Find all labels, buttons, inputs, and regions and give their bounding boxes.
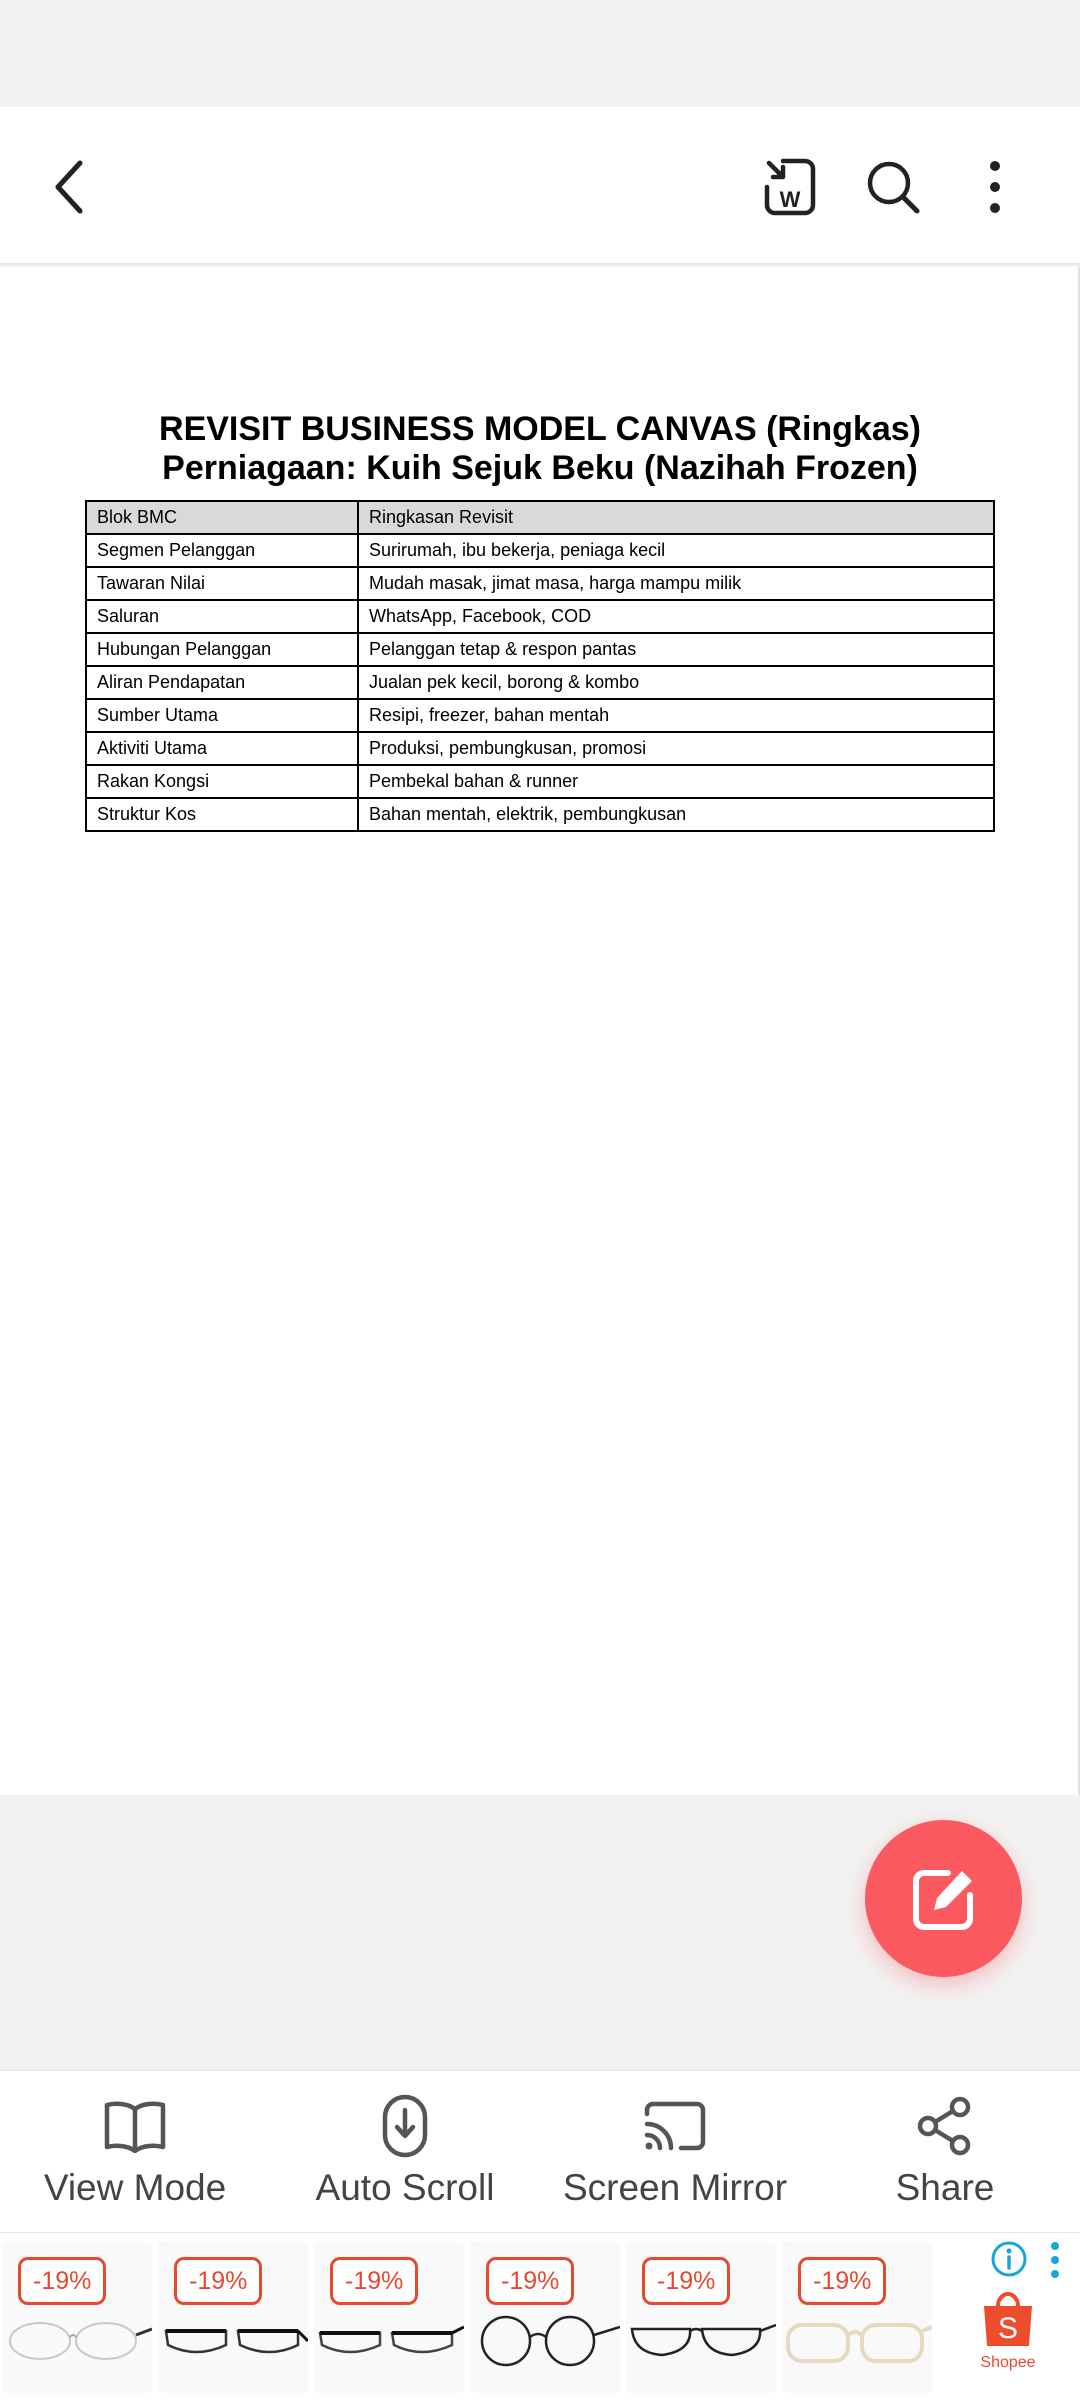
ad-product-tile[interactable] [470, 2241, 620, 2393]
half-rim-glasses-image [314, 2301, 464, 2381]
table-cell: Saluran [86, 600, 358, 633]
table-row [86, 765, 994, 798]
ad-product-tile[interactable] [314, 2241, 464, 2393]
table-cell: Hubungan Pelanggan [86, 633, 358, 666]
svg-text:S: S [997, 2312, 1019, 2345]
document-subtitle: Perniagaan: Kuih Sejuk Beku (Nazihah Frozen) [162, 449, 918, 487]
cast-icon [640, 2093, 710, 2159]
table-row [86, 567, 994, 600]
bottom-toolbar [0, 2070, 1080, 2232]
auto-scroll-label: Auto Scroll [315, 2167, 495, 2208]
ad-product-tile[interactable] [782, 2241, 932, 2393]
discount-badge: -19% [174, 2257, 262, 2305]
column-header: Ringkasan Revisit [358, 501, 994, 534]
table-cell: Struktur Kos [86, 798, 358, 831]
column-header: Blok BMC [86, 501, 358, 534]
edit-icon [910, 1865, 978, 1933]
table-cell: Resipi, freezer, bahan mentah [358, 699, 994, 732]
document-title: REVISIT BUSINESS MODEL CANVAS (Ringkas) [159, 410, 921, 448]
ad-more-icon[interactable] [1042, 2240, 1068, 2280]
table-cell: Sumber Utama [86, 699, 358, 732]
table-row [86, 699, 994, 732]
shopee-logo[interactable] [965, 2290, 1051, 2372]
share-label: Share [895, 2167, 995, 2208]
brand-label: Shopee [980, 2354, 1036, 2371]
search-icon [865, 159, 921, 215]
table-cell: Produksi, pembungkusan, promosi [358, 732, 994, 765]
svg-text:W: W [779, 187, 801, 212]
table-row [86, 534, 994, 567]
table-cell: Pembekal bahan & runner [358, 765, 994, 798]
discount-badge: -19% [330, 2257, 418, 2305]
search-button[interactable] [853, 147, 933, 227]
table-row [86, 666, 994, 699]
convert-to-word-button[interactable] [750, 147, 830, 227]
view-mode-button[interactable] [0, 2071, 270, 2232]
discount-badge: -19% [486, 2257, 574, 2305]
more-options-button[interactable] [955, 147, 1035, 227]
ad-product-tile[interactable] [158, 2241, 308, 2393]
table-row [86, 732, 994, 765]
shopee-bag-icon [980, 2290, 1036, 2350]
discount-badge: -19% [798, 2257, 886, 2305]
bmc-table [85, 500, 995, 832]
auto-scroll-button[interactable] [270, 2071, 540, 2232]
table-cell: Aktiviti Utama [86, 732, 358, 765]
share-button[interactable] [810, 2071, 1080, 2232]
table-row [86, 633, 994, 666]
table-cell: Mudah masak, jimat masa, harga mampu milik [358, 567, 994, 600]
screen-mirror-label: Screen Mirror [562, 2167, 788, 2208]
chevron-left-icon [50, 159, 90, 215]
table-cell: Surirumah, ibu bekerja, peniaga kecil [358, 534, 994, 567]
table-cell: Pelanggan tetap & respon pantas [358, 633, 994, 666]
share-icon [910, 2093, 980, 2159]
ad-banner [0, 2232, 1080, 2400]
ad-product-tile[interactable] [2, 2241, 152, 2393]
table-header-row [86, 501, 994, 534]
discount-badge: -19% [18, 2257, 106, 2305]
table-cell: Aliran Pendapatan [86, 666, 358, 699]
book-icon [100, 2093, 170, 2159]
app-bar [0, 107, 1080, 265]
table-row [86, 798, 994, 831]
table-cell: Bahan mentah, elektrik, pembungkusan [358, 798, 994, 831]
table-row [86, 600, 994, 633]
document-page[interactable] [0, 267, 1080, 1795]
clear-frame-glasses-image [782, 2301, 932, 2381]
status-bar [0, 0, 1080, 107]
back-button[interactable] [30, 147, 110, 227]
table-cell: Tawaran Nilai [86, 567, 358, 600]
word-convert-icon [763, 157, 817, 217]
round-glasses-image [470, 2301, 620, 2381]
auto-scroll-icon [370, 2093, 440, 2159]
ad-product-tile[interactable] [626, 2241, 776, 2393]
table-cell: Rakan Kongsi [86, 765, 358, 798]
ad-info-icon[interactable] [990, 2240, 1028, 2278]
rimless-glasses-image [2, 2301, 152, 2381]
edit-fab-button[interactable] [865, 1820, 1022, 1977]
wire-glasses-image [626, 2301, 776, 2381]
discount-badge: -19% [642, 2257, 730, 2305]
more-vertical-icon [988, 160, 1002, 214]
table-cell: WhatsApp, Facebook, COD [358, 600, 994, 633]
screen-mirror-button[interactable] [540, 2071, 810, 2232]
half-rim-glasses-image [158, 2301, 308, 2381]
table-cell: Segmen Pelanggan [86, 534, 358, 567]
table-cell: Jualan pek kecil, borong & kombo [358, 666, 994, 699]
view-mode-label: View Mode [43, 2167, 227, 2208]
